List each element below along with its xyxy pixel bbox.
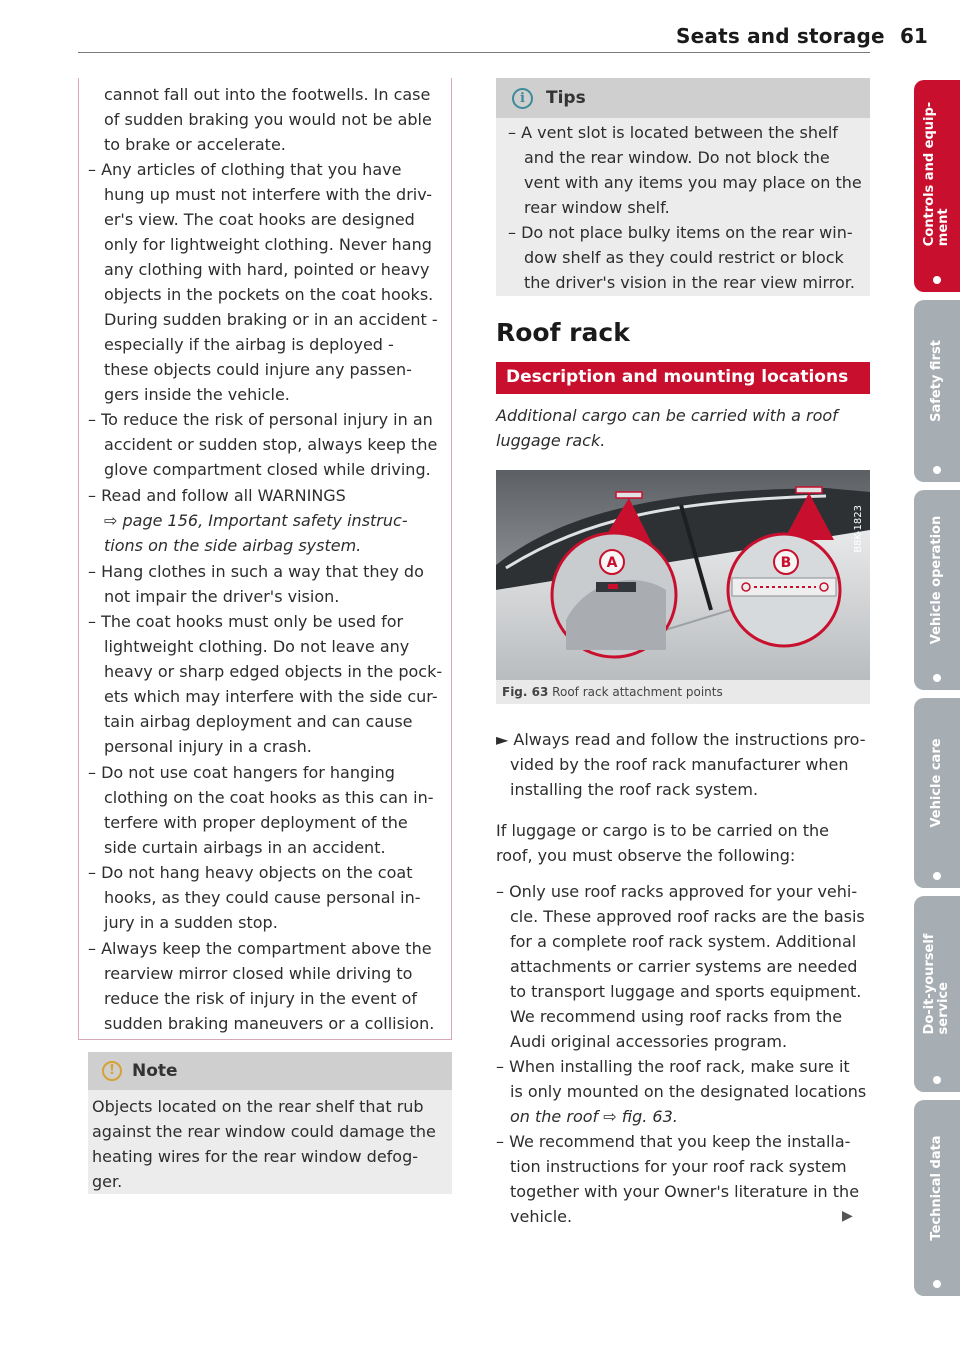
note-line: heating wires for the rear window defog- — [92, 1147, 419, 1166]
warning-line: During sudden braking or in an accident - — [104, 310, 438, 329]
mount-point-a — [616, 492, 642, 498]
warning-line: – Always keep the compartment above the — [88, 939, 432, 958]
warning-line: jury in a sudden stop. — [104, 913, 278, 932]
tips-line: rear window shelf. — [524, 198, 670, 217]
warning-line: terfere with proper deployment of the — [104, 813, 408, 832]
side-tab-vehicle-operation[interactable] — [914, 490, 960, 690]
side-tab-safety[interactable] — [914, 300, 960, 482]
side-tab-vehicle-care[interactable] — [914, 698, 960, 888]
warning-line: gers inside the vehicle. — [104, 385, 290, 404]
body-line: We recommend using roof racks from the — [510, 1007, 843, 1026]
intro-line: luggage rack. — [496, 431, 606, 450]
warning-line: rearview mirror closed while driving to — [104, 964, 413, 983]
tab-dot-icon — [933, 674, 941, 682]
page-section-title: Seats and storage — [676, 24, 885, 48]
warning-line: these objects could injure any passen- — [104, 360, 412, 379]
section-heading: Roof rack — [496, 318, 630, 347]
tab-dot-icon — [933, 872, 941, 880]
warning-line: cannot fall out into the footwells. In case — [104, 85, 431, 104]
tips-line: – A vent slot is located between the shelf — [508, 123, 838, 142]
side-tab-label: Vehicle care — [929, 738, 944, 828]
tab-dot-icon — [933, 1280, 941, 1288]
body-line: If luggage or cargo is to be carried on the — [496, 821, 829, 840]
warning-line: – Hang clothes in such a way that they do — [88, 562, 424, 581]
warning-line: side curtain airbags in an accident. — [104, 838, 386, 857]
warning-line: not impair the driver's vision. — [104, 587, 340, 606]
warning-line: reduce the risk of injury in the event of — [104, 989, 418, 1008]
warning-line: lightweight clothing. Do not leave any — [104, 637, 410, 656]
side-tab-controls[interactable] — [914, 80, 960, 292]
note-line: Objects located on the rear shelf that rub — [92, 1097, 424, 1116]
side-tab-do-it-yourself[interactable] — [914, 896, 960, 1092]
body-line: is only mounted on the designated locations — [510, 1082, 867, 1101]
figure-number: Fig. 63 — [502, 685, 549, 699]
body-line: vehicle. — [510, 1207, 573, 1226]
intro-line: Additional cargo can be carried with a roof — [496, 406, 838, 425]
side-tab-technical-data[interactable] — [914, 1100, 960, 1296]
figure-caption — [502, 685, 723, 699]
warning-line: – To reduce the risk of personal injury in an — [88, 410, 433, 429]
body-line: tion instructions for your roof rack system — [510, 1157, 847, 1176]
exclamation-icon: ! — [102, 1061, 122, 1081]
body-line: – When installing the roof rack, make sure it — [496, 1057, 850, 1076]
tab-dot-icon — [933, 1076, 941, 1084]
tab-dot-icon — [933, 276, 941, 284]
warning-line: only for lightweight clothing. Never hang — [104, 235, 432, 254]
warning-line: tain airbag deployment and can cause — [104, 712, 413, 731]
body-line: for a complete roof rack system. Additional — [510, 932, 857, 951]
side-tab-label: Technical data — [929, 1135, 944, 1241]
body-line: together with your Owner's literature in the — [510, 1182, 860, 1201]
page-number: 61 — [900, 24, 928, 48]
body-line: to transport luggage and sports equipment. — [510, 982, 862, 1001]
warning-line: any clothing with hard, pointed or heavy — [104, 260, 430, 279]
body-line: cle. These approved roof racks are the basis — [510, 907, 865, 926]
warning-line: objects in the pockets on the coat hooks. — [104, 285, 434, 304]
tips-line: – Do not place bulky items on the rear win- — [508, 223, 853, 242]
header-divider — [78, 52, 870, 53]
continue-arrow-icon: ▶ — [842, 1208, 853, 1224]
cross-reference-link[interactable]: ⇨ page 156, Important safety instruc- — [104, 511, 408, 530]
warning-line: sudden braking maneuvers or a collision. — [104, 1014, 435, 1033]
note-title: Note — [132, 1061, 178, 1081]
warning-line: to brake or accelerate. — [104, 135, 286, 154]
body-line: – Only use roof racks approved for your vehi- — [496, 882, 858, 901]
warning-line: – Read and follow all WARNINGS — [88, 486, 346, 505]
warning-line: hooks, as they could cause personal in- — [104, 888, 421, 907]
warning-line: especially if the airbag is deployed - — [104, 335, 394, 354]
body-line: attachments or carrier systems are needed — [510, 957, 858, 976]
warning-line: accident or sudden stop, always keep the — [104, 435, 438, 454]
tips-line: dow shelf as they could restrict or block — [524, 248, 844, 267]
figure-roof-rack — [496, 470, 870, 680]
side-tab-label: Vehicle operation — [929, 515, 944, 645]
warning-line: clothing on the coat hooks as this can in- — [104, 788, 434, 807]
tab-dot-icon — [933, 466, 941, 474]
figure-reference-link[interactable]: on the roof ⇨ fig. 63. — [510, 1107, 678, 1126]
figure-code: B8K-1823 — [853, 505, 864, 553]
tips-title: Tips — [546, 88, 586, 108]
warning-line: hung up must not interfere with the driv- — [104, 185, 433, 204]
side-tab-label: Safety first — [929, 340, 944, 422]
warning-line: heavy or sharp edged objects in the pock- — [104, 662, 443, 681]
warning-line: – Any articles of clothing that you have — [88, 160, 402, 179]
warning-line: er's view. The coat hooks are designed — [104, 210, 415, 229]
warning-line: personal injury in a crash. — [104, 737, 312, 756]
info-icon: i — [512, 88, 533, 109]
label-b: B — [780, 555, 792, 571]
tips-line: and the rear window. Do not block the — [524, 148, 830, 167]
warning-line: glove compartment closed while driving. — [104, 460, 431, 479]
tips-line: vent with any items you may place on the — [524, 173, 862, 192]
body-line: ► Always read and follow the instructions pro- — [496, 730, 866, 749]
subheading-text: Description and mounting locations — [506, 367, 849, 387]
roof-rack-illustration — [496, 470, 870, 680]
cross-reference-link[interactable]: tions on the side airbag system. — [104, 536, 362, 555]
warning-line: – Do not use coat hangers for hanging — [88, 763, 395, 782]
rail-a-mark — [608, 584, 618, 589]
mount-point-b — [796, 487, 822, 493]
warning-line: – The coat hooks must only be used for — [88, 612, 404, 631]
body-line: roof, you must observe the following: — [496, 846, 796, 865]
warning-line: of sudden braking you would not be able — [104, 110, 432, 129]
label-a: A — [606, 555, 618, 571]
warning-line: – Do not hang heavy objects on the coat — [88, 863, 413, 882]
note-line: ger. — [92, 1172, 123, 1191]
tips-line: the driver's vision in the rear view mirror. — [524, 273, 855, 292]
warning-line: ets which may interfere with the side cur- — [104, 687, 438, 706]
side-tab-label: Do-it-yourself service — [922, 933, 951, 1035]
body-line: vided by the roof rack manufacturer when — [510, 755, 849, 774]
body-line: Audi original accessories program. — [510, 1032, 788, 1051]
body-line: – We recommend that you keep the installa- — [496, 1132, 851, 1151]
body-line: installing the roof rack system. — [510, 780, 759, 799]
note-line: against the rear window could damage the — [92, 1122, 436, 1141]
figure-caption-text: Roof rack attachment points — [552, 685, 723, 699]
side-tab-label: Controls and equip- ment — [922, 101, 951, 247]
